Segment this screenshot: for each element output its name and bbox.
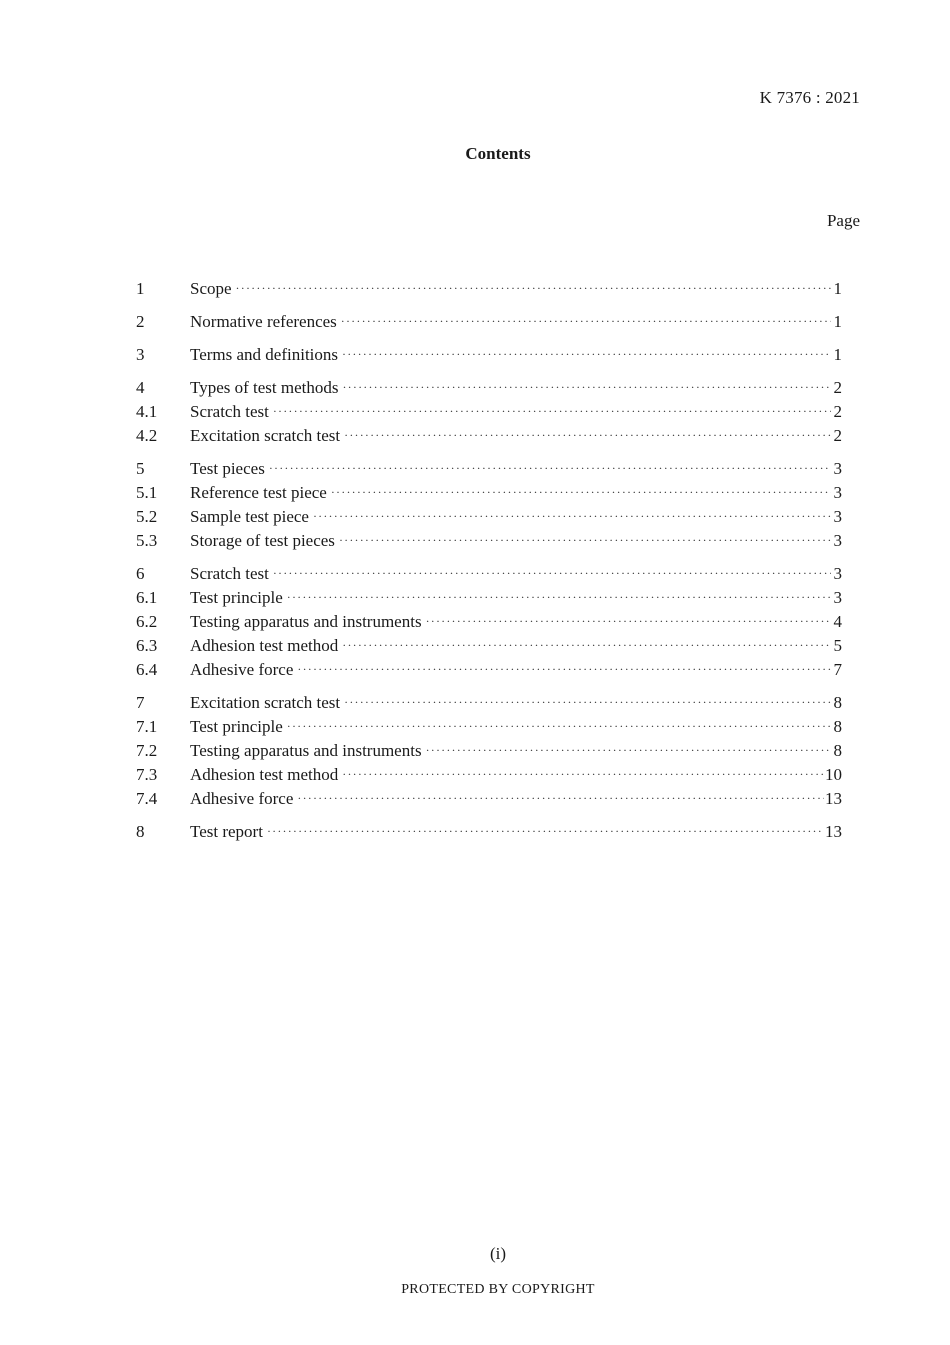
toc-entry-page: 3 — [833, 459, 842, 478]
toc-leader-dots — [273, 561, 831, 585]
toc-entry-title: Test principle — [190, 588, 283, 607]
toc-entry-title: Adhesion test method — [190, 636, 339, 655]
toc-entry-number: 1 — [136, 279, 145, 298]
toc-entry-number: 5.2 — [136, 507, 158, 526]
toc-entry-title: Testing apparatus and instruments — [190, 741, 422, 760]
toc-entry-page: 7 — [833, 660, 842, 679]
toc-entry[interactable] — [136, 658, 842, 682]
contents-title: Contents — [465, 144, 531, 163]
toc-entry-page: 1 — [833, 312, 842, 331]
toc-entry-number: 4 — [136, 378, 145, 397]
toc-entry-number: 6.3 — [136, 636, 158, 655]
toc-entry-number: 6 — [136, 564, 145, 583]
toc-entry[interactable] — [136, 376, 842, 400]
toc-entry-number: 4.1 — [136, 402, 158, 421]
toc-leader-dots — [273, 399, 831, 423]
toc-entry-number: 7.2 — [136, 741, 158, 760]
toc-entry-title: Scratch test — [190, 402, 269, 421]
toc-leader-dots — [267, 819, 824, 843]
toc-entry[interactable] — [136, 691, 842, 715]
toc-entry-page: 2 — [833, 402, 842, 421]
toc-entry-number: 5.3 — [136, 531, 158, 550]
table-of-contents — [136, 277, 842, 853]
toc-entry[interactable] — [136, 820, 842, 844]
toc-entry[interactable] — [136, 457, 842, 481]
toc-group — [136, 277, 842, 301]
toc-leader-dots — [297, 657, 831, 681]
toc-entry[interactable] — [136, 763, 842, 787]
toc-leader-dots — [236, 276, 831, 300]
toc-entry-page: 13 — [825, 789, 842, 808]
toc-group — [136, 376, 842, 448]
toc-entry-number: 7.3 — [136, 765, 158, 784]
toc-entry-number: 5.1 — [136, 483, 158, 502]
toc-entry-title: Testing apparatus and instruments — [190, 612, 422, 631]
toc-entry-page: 1 — [833, 279, 842, 298]
toc-entry-page: 13 — [825, 822, 842, 841]
toc-entry-number: 7 — [136, 693, 145, 712]
toc-entry[interactable] — [136, 400, 842, 424]
toc-leader-dots — [426, 609, 831, 633]
toc-entry-page: 2 — [833, 426, 842, 445]
toc-leader-dots — [341, 309, 831, 333]
toc-group — [136, 310, 842, 334]
page-number: (i) — [489, 1244, 507, 1263]
toc-entry-page: 2 — [833, 378, 842, 397]
toc-leader-dots — [426, 738, 831, 762]
toc-leader-dots — [287, 714, 831, 738]
toc-entry-title: Sample test piece — [190, 507, 309, 526]
toc-entry-page: 8 — [833, 717, 842, 736]
page-column-label: Page — [826, 211, 860, 230]
toc-leader-dots — [342, 762, 824, 786]
toc-entry-page: 3 — [833, 531, 842, 550]
toc-leader-dots — [313, 504, 831, 528]
toc-entry-page: 3 — [833, 588, 842, 607]
toc-entry[interactable] — [136, 586, 842, 610]
toc-group — [136, 457, 842, 553]
toc-entry-title: Scratch test — [190, 564, 269, 583]
toc-entry[interactable] — [136, 481, 842, 505]
toc-entry[interactable] — [136, 610, 842, 634]
toc-entry-title: Reference test piece — [190, 483, 327, 502]
toc-leader-dots — [342, 342, 831, 366]
toc-entry-title: Terms and definitions — [190, 345, 339, 364]
toc-entry-number: 3 — [136, 345, 145, 364]
toc-entry-page: 8 — [833, 693, 842, 712]
toc-entry-page: 3 — [833, 507, 842, 526]
toc-leader-dots — [342, 633, 831, 657]
toc-entry-number: 7.1 — [136, 717, 158, 736]
toc-group — [136, 820, 842, 844]
toc-entry[interactable] — [136, 505, 842, 529]
toc-group — [136, 691, 842, 811]
toc-entry[interactable] — [136, 277, 842, 301]
toc-entry-number: 8 — [136, 822, 145, 841]
toc-entry-page: 10 — [825, 765, 842, 784]
toc-entry[interactable] — [136, 739, 842, 763]
toc-leader-dots — [269, 456, 831, 480]
copyright-notice: PROTECTED BY COPYRIGHT — [401, 1282, 595, 1297]
toc-entry[interactable] — [136, 424, 842, 448]
toc-entry-title: Normative references — [190, 312, 337, 331]
toc-entry-page: 3 — [833, 564, 842, 583]
toc-entry-page: 4 — [833, 612, 842, 631]
toc-group — [136, 343, 842, 367]
toc-entry-number: 6.4 — [136, 660, 158, 679]
toc-entry-title: Types of test methods — [190, 378, 339, 397]
toc-entry-title: Adhesive force — [190, 660, 294, 679]
toc-leader-dots — [297, 786, 824, 810]
toc-entry[interactable] — [136, 529, 842, 553]
toc-entry-number: 5 — [136, 459, 145, 478]
toc-entry-title: Adhesive force — [190, 789, 294, 808]
toc-entry-title: Test report — [190, 822, 263, 841]
toc-entry[interactable] — [136, 310, 842, 334]
toc-entry-title: Scope — [190, 279, 232, 298]
toc-entry-page: 5 — [833, 636, 842, 655]
toc-entry-title: Test principle — [190, 717, 283, 736]
toc-entry-title: Excitation scratch test — [190, 426, 341, 445]
toc-entry-page: 3 — [833, 483, 842, 502]
toc-entry-title: Adhesion test method — [190, 765, 339, 784]
toc-leader-dots — [287, 585, 831, 609]
toc-entry[interactable] — [136, 343, 842, 367]
toc-entry-number: 7.4 — [136, 789, 158, 808]
toc-entry-page: 8 — [833, 741, 842, 760]
toc-entry[interactable] — [136, 562, 842, 586]
toc-entry-number: 4.2 — [136, 426, 158, 445]
toc-leader-dots — [342, 375, 831, 399]
toc-entry-number: 6.2 — [136, 612, 158, 631]
toc-leader-dots — [339, 528, 831, 552]
toc-entry[interactable] — [136, 787, 842, 811]
toc-leader-dots — [331, 480, 831, 504]
toc-group — [136, 562, 842, 682]
toc-entry-title: Test pieces — [190, 459, 265, 478]
toc-entry-title: Storage of test pieces — [190, 531, 335, 550]
toc-leader-dots — [344, 690, 831, 714]
toc-leader-dots — [344, 423, 831, 447]
toc-entry-number: 2 — [136, 312, 145, 331]
standard-number: K 7376 : 2021 — [759, 88, 860, 107]
toc-entry-number: 6.1 — [136, 588, 158, 607]
toc-entry-title: Excitation scratch test — [190, 693, 341, 712]
toc-entry[interactable] — [136, 715, 842, 739]
toc-entry-page: 1 — [833, 345, 842, 364]
toc-entry[interactable] — [136, 634, 842, 658]
